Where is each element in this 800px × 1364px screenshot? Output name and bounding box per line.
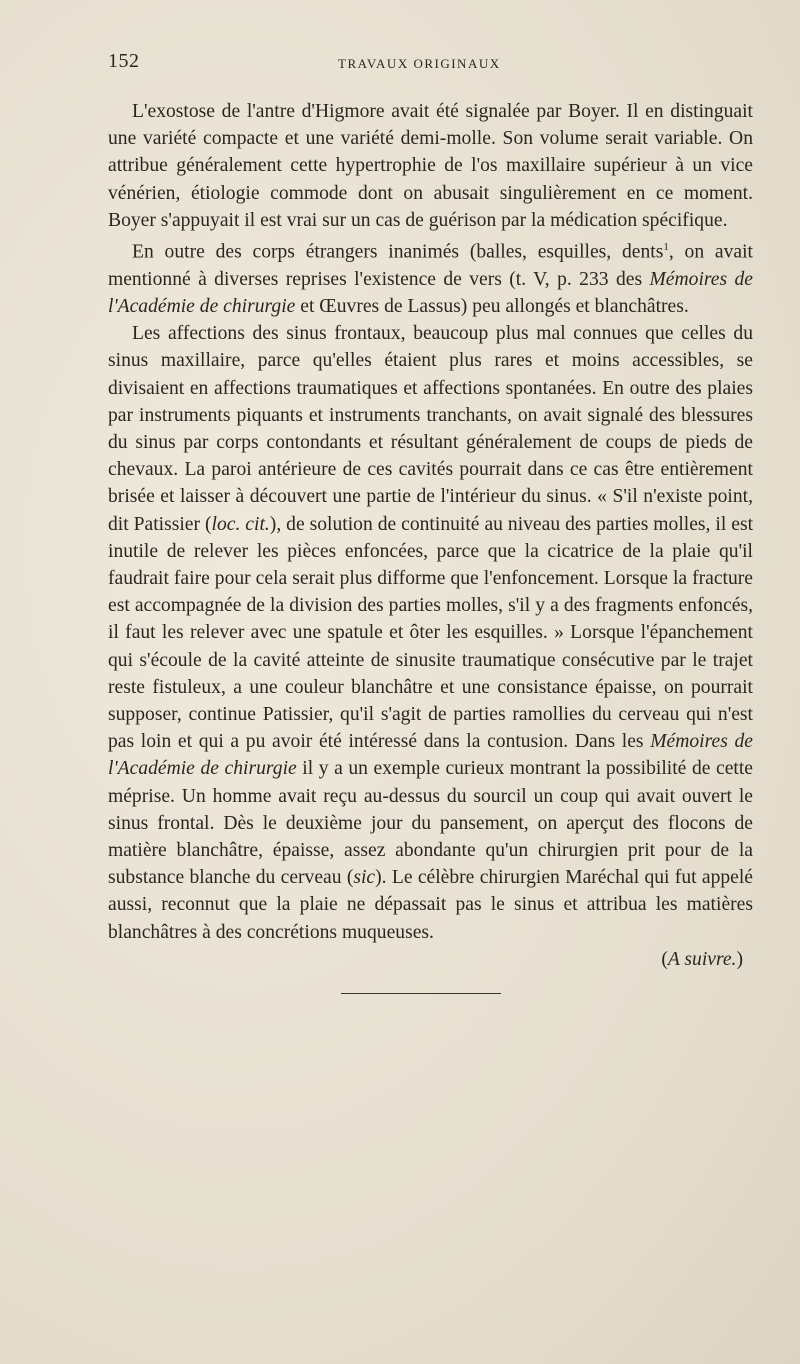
body-text <box>108 98 753 973</box>
to-be-continued <box>108 946 753 973</box>
text-run: En outre des corps étrangers inanimés (balles, esquilles, dents <box>132 241 664 263</box>
text-run: Mémoires de l'Académie de chirurgie <box>108 268 753 317</box>
text-run: A suivre. <box>667 948 737 970</box>
text-run: Les affections des sinus frontaux, beaucoup plus mal connues que celles du sinus maxillaire, parce qu'elles étaient plus rares et moins accessibles, se divisaient en affections traumatiques et affections spontanées. En outre des plaies par instruments piquants et instruments tranchants, on avait signalé des blessures du sinus par corps contondants et résultant généralement de coups de pieds de chevaux. La paroi antérieure de ces cavités pourrait dans ce cas être entièrement brisée et laisser à découvert une partie de l'intérieur du sinus. « S'il n'existe point, dit Patissier ( <box>108 323 753 535</box>
text-run: L'exostose de l'antre d'Higmore avait été signalée par Boyer. Il en distinguait une variété compacte et une variété demi-molle. Son volume serait variable. On attribue généralement cette hypertrophie de l'os maxillaire supérieur à un vice vénérien, étiologie commode dont on abusait singulièrement en ce moment. Boyer s'appuyait il est vrai sur un cas de guérison par la médication spécifique. <box>108 101 753 231</box>
page-number: 152 <box>108 50 140 72</box>
text-run: ), de solution de continuité au niveau des parties molles, il est inutile de relever les pièces enfoncées, parce que la cicatrice de la plaie qu'il faudrait faire pour cela serait plus difforme que l'enfoncement. Lorsque la fracture est accompagnée de la division des parties molles, s'il y a des fragments enfoncés, il faut les relever avec une spatule et ôter les esquilles. » Lorsque l'épanchement qui s'écoule de la cavité atteinte de sinusite traumatique consécutive par le trajet reste fistuleux, a une couleur blanchâtre et une consistance épaisse, on pourrait supposer, continue Patissier, qu'il s'agit de parties ramollies du cerveau qui n'est pas loin et qui a pu avoir été intéressé dans la contusion. Dans les <box>108 513 754 753</box>
text-run: , on avait mentionné à diverses reprises l'existence de vers (t. V, p. 233 des <box>108 241 753 290</box>
running-head <box>108 50 753 78</box>
text-run: ( <box>661 948 668 970</box>
end-rule <box>341 993 501 994</box>
text-run: loc. cit. <box>211 513 270 535</box>
text-run: sic <box>353 867 376 889</box>
text-run: ). Le célèbre chirurgien Maréchal qui fut appelé aussi, reconnut que la plaie ne dépassait pas le sinus et attribua les matières blanchâtres à des concrétions muqueuses. <box>108 867 753 943</box>
text-run: ) <box>736 948 743 970</box>
text-run: Mémoires de l'Académie de chirurgie <box>108 731 753 780</box>
text-run: et Œuvres de Lassus) peu allongés et blanchâtres. <box>295 295 689 317</box>
running-title: TRAVAUX ORIGINAUX <box>338 56 501 71</box>
text-run: il y a un exemple curieux montrant la possibilité de cette méprise. Un homme avait reçu au-dessus du sourcil un coup qui avait ouvert le sinus frontal. Dès le deuxième jour du pansement, on aperçut des flocons de matière blanchâtre, épaisse, assez abondante qu'un chirurgien prit pour de la substance blanche du cerveau ( <box>108 758 753 889</box>
text-run: 1 <box>663 241 669 254</box>
paragraph-1 <box>108 98 753 234</box>
page <box>108 50 753 994</box>
paragraph-3 <box>108 320 753 946</box>
paragraph-2 <box>108 234 753 320</box>
